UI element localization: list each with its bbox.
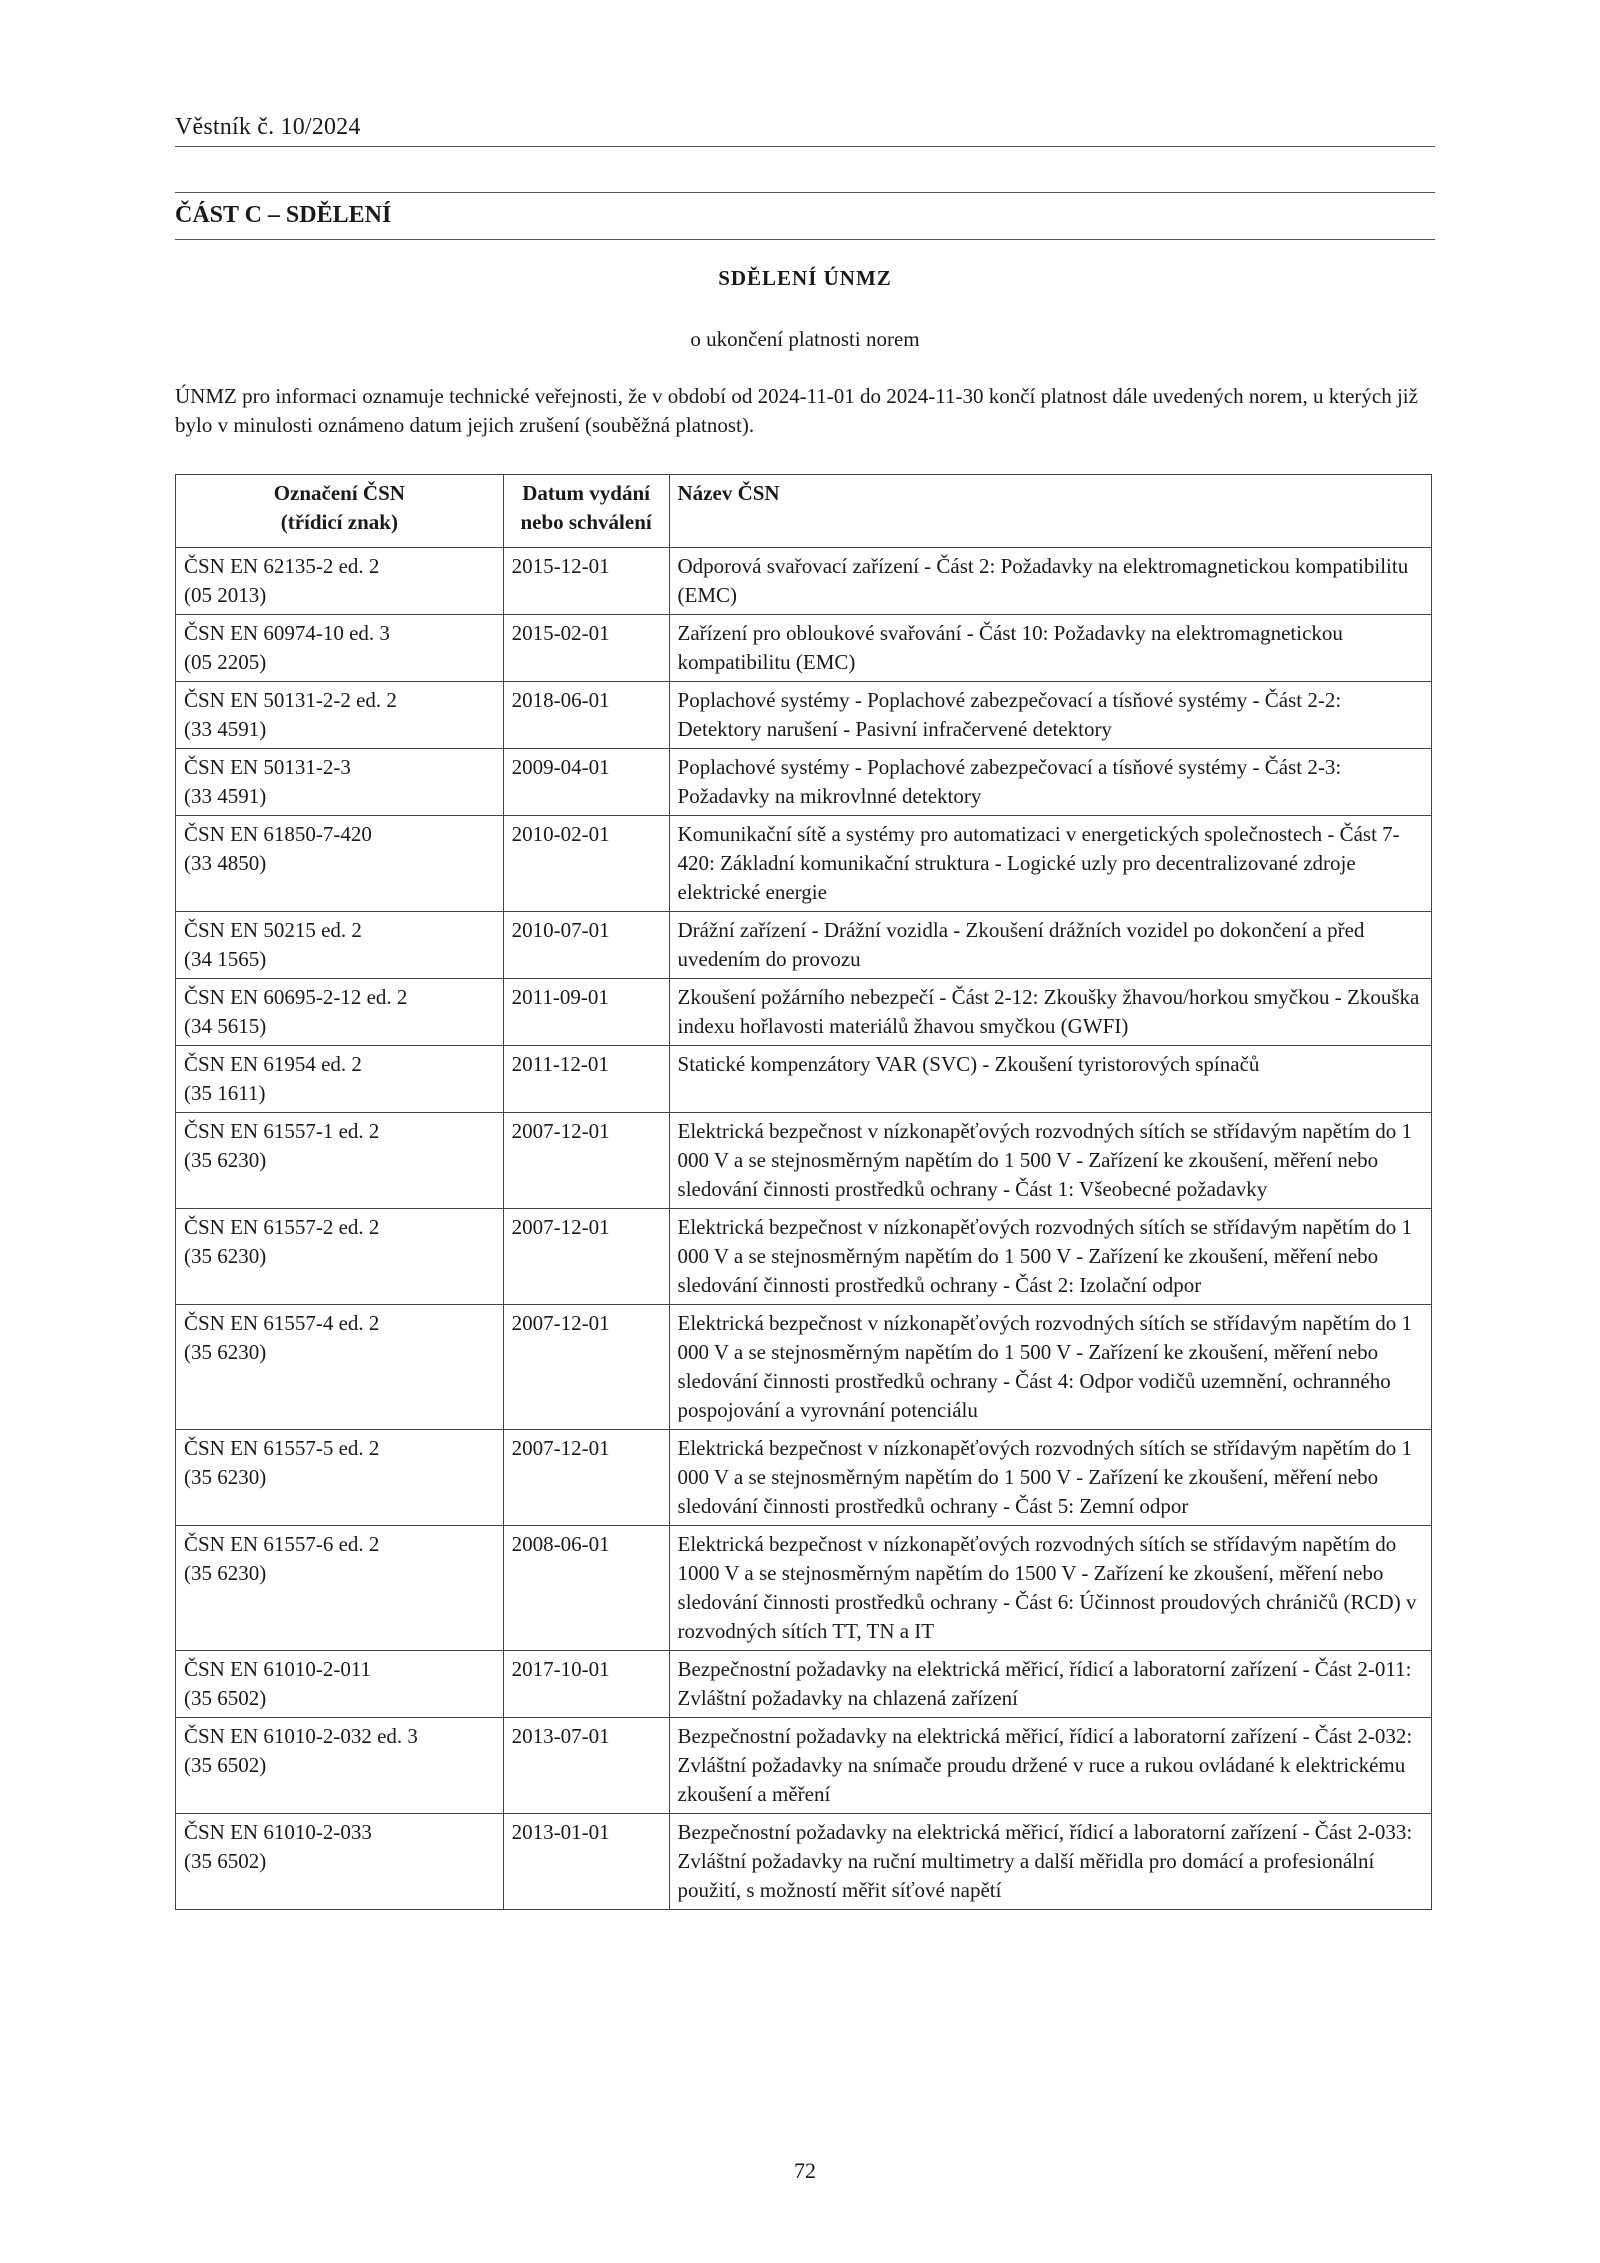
norm-title: Elektrická bezpečnost v nízkonapěťových rozvodných sítích se střídavým napětím do 1000 V a se stejnosměrným napětím do 1500 V - Zařízení ke zkoušení, měření nebo sledování činnosti prostředků ochrany - Část 6: Účinnost proudových chráničů (RCD) v rozvodných sítích TT, TN a IT xyxy=(669,1526,1431,1651)
norm-code: ČSN EN 50131-2-3 xyxy=(184,755,351,779)
norm-designation-cell xyxy=(176,1814,504,1910)
norm-date: 2015-02-01 xyxy=(503,615,669,682)
norm-designation-cell xyxy=(176,1113,504,1209)
norm-class-code: (33 4591) xyxy=(184,784,267,808)
norm-designation-cell xyxy=(176,682,504,749)
header-designation-line1: Označení ČSN xyxy=(273,481,405,505)
table-row xyxy=(176,1814,1432,1910)
norm-class-code: (05 2013) xyxy=(184,583,267,607)
table-row xyxy=(176,548,1432,615)
norm-date: 2013-07-01 xyxy=(503,1718,669,1814)
table-row xyxy=(176,1651,1432,1718)
norm-class-code: (34 1565) xyxy=(184,947,267,971)
header-rule xyxy=(175,146,1435,147)
part-bottom-rule xyxy=(175,239,1435,240)
page-number: 72 xyxy=(794,2158,816,2183)
table-row xyxy=(176,615,1432,682)
norm-class-code: (33 4850) xyxy=(184,851,267,875)
norm-date: 2007-12-01 xyxy=(503,1113,669,1209)
table-row xyxy=(176,682,1432,749)
norm-class-code: (35 6502) xyxy=(184,1849,267,1873)
header-designation xyxy=(176,475,504,548)
norm-designation-cell xyxy=(176,816,504,912)
header-date-line2: nebo schválení xyxy=(520,510,652,534)
norm-date: 2017-10-01 xyxy=(503,1651,669,1718)
norm-class-code: (35 6502) xyxy=(184,1753,267,1777)
table-row xyxy=(176,912,1432,979)
norm-class-code: (33 4591) xyxy=(184,717,267,741)
norm-designation-cell xyxy=(176,1430,504,1526)
norm-code: ČSN EN 61557-4 ed. 2 xyxy=(184,1311,380,1335)
norm-code: ČSN EN 61557-1 ed. 2 xyxy=(184,1119,380,1143)
header-date-line1: Datum vydání xyxy=(522,481,650,505)
norm-code: ČSN EN 50131-2-2 ed. 2 xyxy=(184,688,397,712)
norm-date: 2013-01-01 xyxy=(503,1814,669,1910)
norm-code: ČSN EN 50215 ed. 2 xyxy=(184,918,362,942)
norm-date: 2007-12-01 xyxy=(503,1430,669,1526)
norm-code: ČSN EN 61010-2-032 ed. 3 xyxy=(184,1724,418,1748)
norm-designation-cell xyxy=(176,912,504,979)
norm-code: ČSN EN 61557-2 ed. 2 xyxy=(184,1215,380,1239)
header-name: Název ČSN xyxy=(669,475,1431,548)
table-row xyxy=(176,1046,1432,1113)
norm-title: Elektrická bezpečnost v nízkonapěťových rozvodných sítích se střídavým napětím do 1 000 V a se stejnosměrným napětím do 1 500 V - Zařízení ke zkoušení, měření nebo sledování činnosti prostředků ochrany - Část 5: Zemní odpor xyxy=(669,1430,1431,1526)
norm-class-code: (35 6230) xyxy=(184,1340,267,1364)
norm-date: 2010-07-01 xyxy=(503,912,669,979)
norm-title: Drážní zařízení - Drážní vozidla - Zkoušení drážních vozidel po dokončení a před uvedením do provozu xyxy=(669,912,1431,979)
norm-date: 2011-09-01 xyxy=(503,979,669,1046)
norm-code: ČSN EN 60695-2-12 ed. 2 xyxy=(184,985,408,1009)
norms-table xyxy=(175,474,1432,1910)
table-row xyxy=(176,1209,1432,1305)
norm-class-code: (35 1611) xyxy=(184,1081,266,1105)
norm-code: ČSN EN 61010-2-033 xyxy=(184,1820,372,1844)
header-designation-line2: (třídicí znak) xyxy=(280,510,398,534)
table-row xyxy=(176,1113,1432,1209)
norm-code: ČSN EN 62135-2 ed. 2 xyxy=(184,554,380,578)
norm-designation-cell xyxy=(176,1651,504,1718)
norm-designation-cell xyxy=(176,1305,504,1430)
norm-designation-cell xyxy=(176,1718,504,1814)
norm-date: 2007-12-01 xyxy=(503,1305,669,1430)
norm-date: 2010-02-01 xyxy=(503,816,669,912)
norm-designation-cell xyxy=(176,979,504,1046)
norm-designation-cell xyxy=(176,1526,504,1651)
norm-title: Statické kompenzátory VAR (SVC) - Zkoušení tyristorových spínačů xyxy=(669,1046,1431,1113)
norm-date: 2018-06-01 xyxy=(503,682,669,749)
part-top-rule xyxy=(175,192,1435,193)
norm-title: Komunikační sítě a systémy pro automatizaci v energetických společnostech - Část 7-420: Základní komunikační struktura - Logické uzly pro decentralizované zdroje elektrické energie xyxy=(669,816,1431,912)
norm-date: 2011-12-01 xyxy=(503,1046,669,1113)
table-header-row xyxy=(176,475,1432,548)
norm-code: ČSN EN 61557-5 ed. 2 xyxy=(184,1436,380,1460)
norm-class-code: (34 5615) xyxy=(184,1014,267,1038)
notice-title: SDĚLENÍ ÚNMZ xyxy=(718,266,892,290)
norm-class-code: (35 6230) xyxy=(184,1465,267,1489)
notice-subtitle: o ukončení platnosti norem xyxy=(690,327,920,351)
norm-designation-cell xyxy=(176,1209,504,1305)
norm-title: Zařízení pro obloukové svařování - Část 10: Požadavky na elektromagnetickou kompatibilitu (EMC) xyxy=(669,615,1431,682)
norm-title: Odporová svařovací zařízení - Část 2: Požadavky na elektromagnetickou kompatibilitu (EMC) xyxy=(669,548,1431,615)
norm-date: 2009-04-01 xyxy=(503,749,669,816)
norm-date: 2015-12-01 xyxy=(503,548,669,615)
table-row xyxy=(176,816,1432,912)
norm-class-code: (35 6230) xyxy=(184,1148,267,1172)
part-title: ČÁST C – SDĚLENÍ xyxy=(175,202,392,228)
norm-designation-cell xyxy=(176,615,504,682)
norm-code: ČSN EN 61954 ed. 2 xyxy=(184,1052,362,1076)
norm-class-code: (35 6230) xyxy=(184,1244,267,1268)
norm-title: Elektrická bezpečnost v nízkonapěťových rozvodných sítích se střídavým napětím do 1 000 V a se stejnosměrným napětím do 1 500 V - Zařízení ke zkoušení, měření nebo sledování činnosti prostředků ochrany - Část 4: Odpor vodičů uzemnění, ochranného pospojování a vyrovnání potenciálu xyxy=(669,1305,1431,1430)
norm-designation-cell xyxy=(176,749,504,816)
norm-code: ČSN EN 61010-2-011 xyxy=(184,1657,372,1681)
table-body xyxy=(176,548,1432,1910)
norm-designation-cell xyxy=(176,548,504,615)
header-date xyxy=(503,475,669,548)
table-row xyxy=(176,749,1432,816)
table-row xyxy=(176,1305,1432,1430)
norm-class-code: (35 6230) xyxy=(184,1561,267,1585)
norm-designation-cell xyxy=(176,1046,504,1113)
norm-date: 2008-06-01 xyxy=(503,1526,669,1651)
norm-title: Bezpečnostní požadavky na elektrická měřicí, řídicí a laboratorní zařízení - Část 2-032: Zvláštní požadavky na snímače proudu držené v ruce a rukou ovládané k elektrickému zkoušení a měření xyxy=(669,1718,1431,1814)
norm-code: ČSN EN 61850-7-420 xyxy=(184,822,372,846)
table-row xyxy=(176,1718,1432,1814)
norm-code: ČSN EN 60974-10 ed. 3 xyxy=(184,621,390,645)
norm-title: Bezpečnostní požadavky na elektrická měřicí, řídicí a laboratorní zařízení - Část 2-011: Zvláštní požadavky na chlazená zařízení xyxy=(669,1651,1431,1718)
norm-title: Zkoušení požárního nebezpečí - Část 2-12: Zkoušky žhavou/horkou smyčkou - Zkouška indexu hořlavosti materiálů žhavou smyčkou (GWFI) xyxy=(669,979,1431,1046)
table-row xyxy=(176,979,1432,1046)
norm-title: Poplachové systémy - Poplachové zabezpečovací a tísňové systémy - Část 2-2: Detektory narušení - Pasivní infračervené detektory xyxy=(669,682,1431,749)
running-header: Věstník č. 10/2024 xyxy=(175,114,361,140)
norm-title: Elektrická bezpečnost v nízkonapěťových rozvodných sítích se střídavým napětím do 1 000 V a se stejnosměrným napětím do 1 500 V - Zařízení ke zkoušení, měření nebo sledování činnosti prostředků ochrany - Část 1: Všeobecné požadavky xyxy=(669,1113,1431,1209)
norm-class-code: (05 2205) xyxy=(184,650,267,674)
norm-title: Elektrická bezpečnost v nízkonapěťových rozvodných sítích se střídavým napětím do 1 000 V a se stejnosměrným napětím do 1 500 V - Zařízení ke zkoušení, měření nebo sledování činnosti prostředků ochrany - Část 2: Izolační odpor xyxy=(669,1209,1431,1305)
norm-title: Bezpečnostní požadavky na elektrická měřicí, řídicí a laboratorní zařízení - Část 2-033: Zvláštní požadavky na ruční multimetry a další měřidla pro domácí a profesionální použití, s možností měřit síťové napětí xyxy=(669,1814,1431,1910)
norm-date: 2007-12-01 xyxy=(503,1209,669,1305)
table-row xyxy=(176,1430,1432,1526)
norm-title: Poplachové systémy - Poplachové zabezpečovací a tísňové systémy - Část 2-3: Požadavky na mikrovlnné detektory xyxy=(669,749,1431,816)
norm-class-code: (35 6502) xyxy=(184,1686,267,1710)
norm-code: ČSN EN 61557-6 ed. 2 xyxy=(184,1532,380,1556)
intro-paragraph: ÚNMZ pro informaci oznamuje technické veřejnosti, že v období od 2024-11-01 do 2024-11-30 končí platnost dále uvedených norem, u kterých již bylo v minulosti oznámeno datum jejich zrušení (souběžná platnost). xyxy=(175,384,1418,437)
table-row xyxy=(176,1526,1432,1651)
